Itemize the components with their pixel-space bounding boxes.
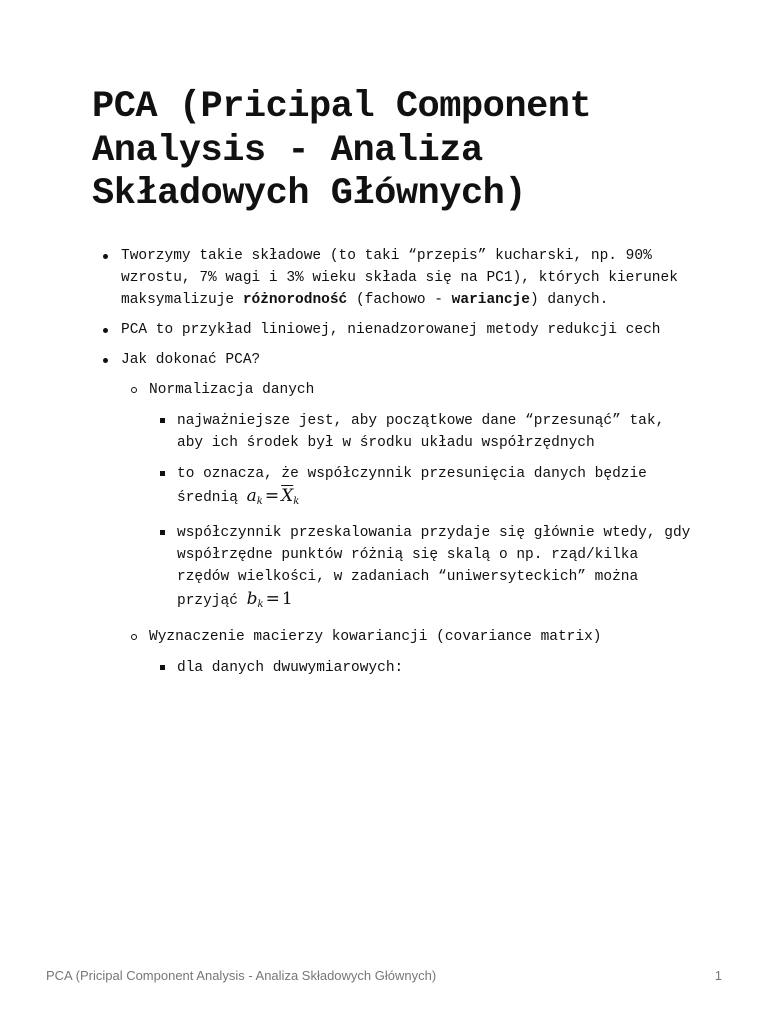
list-item bbox=[92, 319, 692, 341]
list-item-text: ) danych. bbox=[530, 291, 609, 308]
nested-list-item bbox=[149, 463, 692, 513]
bold-term-roznorodnosc: różnorodność bbox=[242, 291, 348, 308]
list-item-text: Tworzymy takie składowe (to taki “przepis” kucharski, np. 90% wzrostu, 7% wagi i 3% wieku składa się na PC1), których kierunek maksymalizuje bbox=[121, 247, 678, 308]
list-item bbox=[92, 245, 692, 311]
list-item-text: (fachowo - bbox=[347, 291, 452, 308]
bullet-dot-icon bbox=[103, 254, 108, 259]
math-equals: = bbox=[264, 485, 280, 506]
bullet-square-icon bbox=[160, 530, 165, 535]
nested-list-item-text: współczynnik przeskalowania przydaje się głównie wtedy, gdy współrzędne punktów różnią się skalą o np. rząd/kilka rzędów wielkości, w zadaniach “uniwersyteckich” można przyjąć bbox=[177, 524, 691, 609]
math-subscript: k bbox=[256, 495, 263, 507]
nested-list-item-text: to oznacza, że współczynnik przesunięcia danych będzie średnią bbox=[177, 465, 647, 506]
sub-list-item-text: Wyznaczenie macierzy kowariancji (covariance matrix) bbox=[149, 628, 602, 645]
sub-bullet-list bbox=[121, 379, 692, 679]
sub-list-item bbox=[121, 379, 692, 616]
math-number: 1 bbox=[281, 588, 293, 609]
math-formula-mean bbox=[247, 486, 300, 506]
bullet-circle-icon bbox=[131, 387, 137, 393]
list-item-text: PCA to przykład liniowej, nienadzorowanej metody redukcji cech bbox=[121, 321, 661, 338]
bullet-dot-icon bbox=[103, 358, 108, 363]
sub-list-item bbox=[121, 626, 692, 679]
math-symbol: a bbox=[246, 485, 257, 506]
math-symbol: b bbox=[246, 588, 258, 609]
document-page bbox=[92, 86, 692, 689]
main-bullet-list bbox=[92, 245, 692, 679]
nested-list-item bbox=[149, 410, 692, 454]
bullet-circle-icon bbox=[131, 634, 137, 640]
math-equals: = bbox=[265, 588, 280, 609]
math-formula-scale bbox=[247, 589, 293, 609]
nested-list-item-text: najważniejsze jest, aby początkowe dane “przesunąć” tak, aby ich środek był w środku układu współrzędnych bbox=[177, 412, 665, 451]
footer-title: PCA (Pricipal Component Analysis - Analiza Składowych Głównych) bbox=[46, 968, 437, 983]
nested-list-item bbox=[149, 522, 692, 616]
math-subscript: k bbox=[293, 495, 300, 507]
nested-list-item-text: dla danych dwuwymiarowych: bbox=[177, 659, 404, 676]
sub-list-item-text: Normalizacja danych bbox=[149, 381, 315, 398]
page-footer bbox=[46, 968, 722, 983]
bullet-square-icon bbox=[160, 471, 165, 476]
nested-bullet-list bbox=[149, 410, 692, 616]
page-number: 1 bbox=[714, 968, 722, 983]
list-item-text: Jak dokonać PCA? bbox=[121, 351, 261, 368]
bullet-square-icon bbox=[160, 418, 165, 423]
nested-bullet-list bbox=[149, 657, 692, 679]
bold-term-wariancje: wariancje bbox=[451, 291, 530, 308]
nested-list-item bbox=[149, 657, 692, 679]
list-item bbox=[92, 349, 692, 679]
math-symbol-overlined: $\overline{X}$ bbox=[281, 485, 294, 506]
bullet-square-icon bbox=[160, 665, 165, 670]
page-title: PCA (Pricipal Component Analysis - Analiza Składowych Głównych) bbox=[92, 86, 592, 215]
math-subscript: k bbox=[257, 598, 264, 610]
bullet-dot-icon bbox=[103, 328, 108, 333]
